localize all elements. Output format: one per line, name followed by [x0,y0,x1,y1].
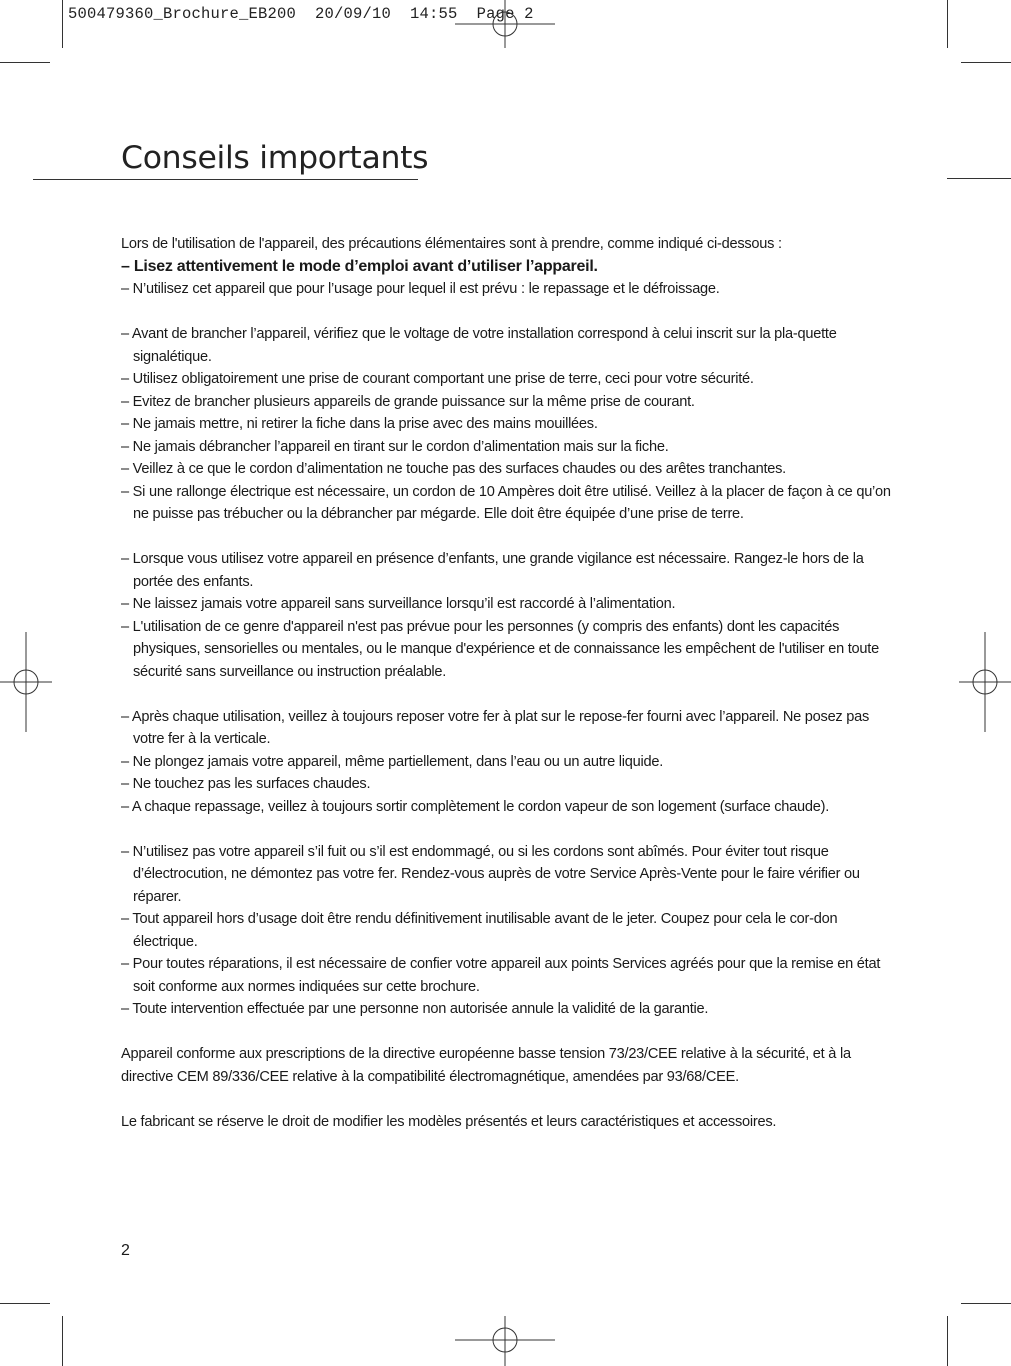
list-item: – Avant de brancher l’appareil, vérifiez que le voltage de votre installation correspond à celui inscrit sur la pla-quette signalétique. [121,326,837,365]
list-item: – Ne plongez jamais votre appareil, même partiellement, dans l’eau ou un autre liquide. [121,753,664,770]
compliance-text: Appareil conforme aux prescriptions de la directive européenne basse tension 73/23/CEE relative à la sécurité, et à la directive CEM 89/336/CEE relative à la compatibilité électromagnétique, amendées par 93/68/CEE. [121,1046,851,1085]
registration-mark-top [455,0,555,50]
list-item: – Ne jamais mettre, ni retirer la fiche dans la prise avec des mains mouillées. [121,416,598,432]
crop-mark [961,1303,1011,1304]
list-item: – L'utilisation de ce genre d'appareil n'est pas prévue pour les personnes (y compris des enfants) dont les capacités physiques, sensorielles ou mentales, ou le manque d'expérience et de connaissance les empêchent de l'utiliser en toute sécurité sans surveillance ou instruction préalable. [121,618,879,680]
list-item: – Utilisez obligatoirement une prise de courant comportant une prise de terre, ceci pour votre sécurité. [121,371,754,387]
page-number: 2 [121,1242,130,1259]
list-item: – Ne jamais débrancher l’appareil en tirant sur le cordon d’alimentation mais sur la fiche. [121,438,669,455]
list-item: – N’utilisez cet appareil que pour l’usage pour lequel il est prévu : le repassage et le défroissage. [121,281,720,297]
list-item: – A chaque repassage, veillez à toujours sortir complètement le cordon vapeur de son logement (surface chaude). [121,798,830,815]
page-title: Conseils importants [121,140,429,176]
registration-mark-left [0,632,52,732]
print-slug: 500479360_Brochure_EB200 20/09/10 14:55 Page 2 [68,5,534,23]
list-item: – Tout appareil hors d’usage doit être rendu définitivement inutilisable avant de le jeter. Coupez pour cela le cor-don électrique. [121,911,838,950]
bold-instruction: – Lisez attentivement le mode d’emploi avant d’utiliser l’appareil. [121,257,598,275]
crop-mark [947,1316,948,1366]
list-item: – N’utilisez pas votre appareil s’il fuit ou s’il est endommagé, ou si les cordons sont abîmés. Pour éviter tout risque d’électrocution, ne démontez pas votre fer. Rendez-vous auprès de votre Service Après-Vente pour le faire vérifier ou réparer. [121,843,860,905]
crop-mark [947,0,948,48]
intro-text: Lors de l'utilisation de l'appareil, des précautions élémentaires sont à prendre, comme indiqué ci-dessous : [121,236,782,252]
list-item: – Ne laissez jamais votre appareil sans surveillance lorsqu’il est raccordé à l’alimentation. [121,596,676,612]
crop-mark [62,1316,63,1366]
list-item: – Lorsque vous utilisez votre appareil en présence d’enfants, une grande vigilance est nécessaire. Rangez-le hors de la portée des enfants. [121,551,864,590]
list-item: – Pour toutes réparations, il est nécessaire de confier votre appareil aux points Services agréés pour que la remise en état soit conforme aux normes indiquées sur cette brochure. [121,956,881,995]
manufacturer-note: Le fabricant se réserve le droit de modifier les modèles présentés et leurs caractéristiques et accessoires. [121,1113,777,1130]
crop-mark [0,62,50,63]
title-underline [33,179,418,180]
crop-mark [961,62,1011,63]
list-item: – Evitez de brancher plusieurs appareils de grande puissance sur la même prise de courant. [121,393,695,410]
crop-mark [62,0,63,48]
list-item: – Ne touchez pas les surfaces chaudes. [121,776,371,792]
registration-mark-right [959,632,1011,732]
list-item: – Toute intervention effectuée par une personne non autorisée annule la validité de la garantie. [121,1001,709,1017]
list-item: – Si une rallonge électrique est nécessaire, un cordon de 10 Ampères doit être utilisé. Veillez à la placer de façon à ce qu’on ne puisse pas trébucher ou la débrancher par mégarde. Elle doit être équipée d’une prise de terre. [121,483,891,522]
crop-mark [0,1303,50,1304]
safety-instructions [121,233,896,1133]
list-item: – Après chaque utilisation, veillez à toujours reposer votre fer à plat sur le repose-fer fourni avec l’appareil. Ne posez pas votre fer à la verticale. [121,708,870,747]
list-item: – Veillez à ce que le cordon d’alimentation ne touche pas des surfaces chaudes ou des arêtes tranchantes. [121,461,786,477]
registration-mark-bottom [455,1316,555,1366]
trim-mark [947,178,1011,179]
